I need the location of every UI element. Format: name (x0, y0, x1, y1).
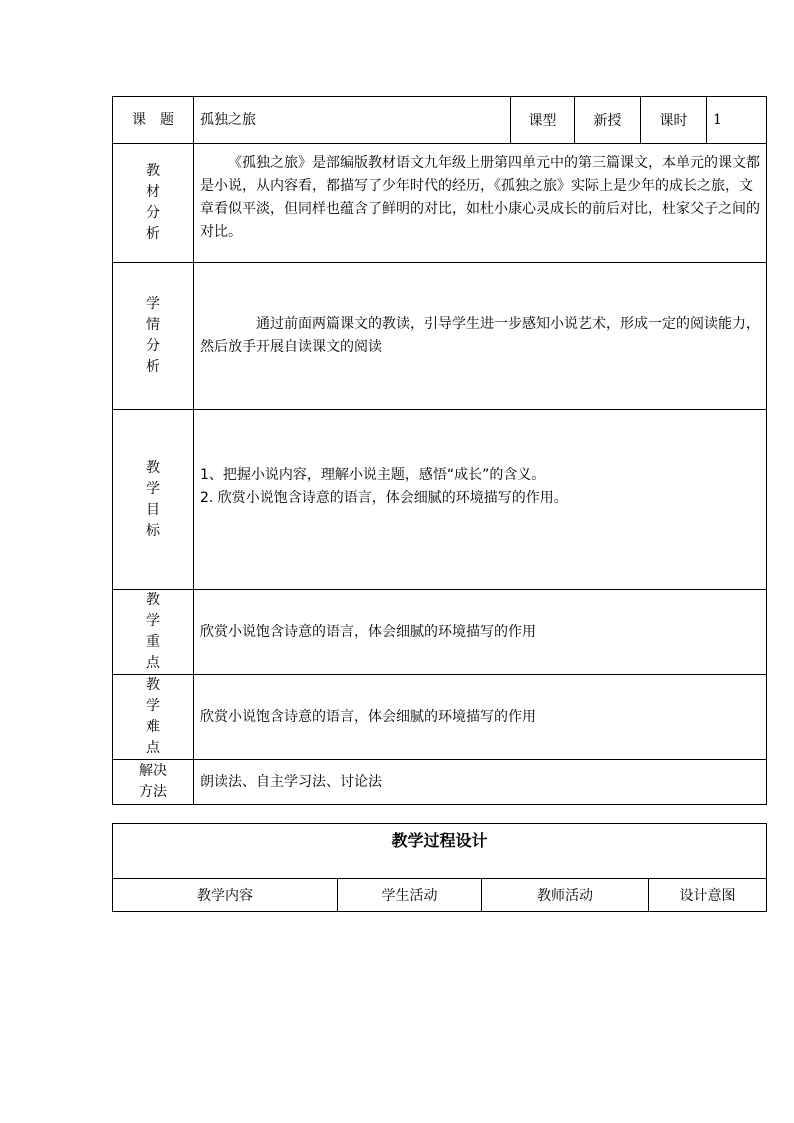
header-content: 教学内容 (113, 879, 338, 912)
student-label-char: 情 (146, 317, 160, 333)
header-design-intent: 设计意图 (649, 879, 767, 912)
period-label: 课时 (641, 97, 707, 144)
goals-label (113, 410, 194, 590)
difficulty-row (113, 675, 767, 760)
student-label (113, 263, 194, 410)
type-label: 课型 (511, 97, 575, 144)
key-point-row (113, 590, 767, 675)
topic-label: 课 题 (113, 97, 194, 144)
material-analysis-text: 《孤独之旅》是部编版教材语文九年级上册第四单元中的第三篇课文，本单元的课文都是小说，从内容看，都描写了少年时代的经历，《孤独之旅》实际上是少年的成长之旅，文章看似平淡，但同样也蕴含了鲜明的对比，如杜小康心灵成长的前后对比，杜家父子之间的对比。 (194, 144, 767, 263)
method-text: 朗读法、自主学习法、讨论法 (194, 760, 767, 805)
material-row (113, 144, 767, 263)
difficulty-label-char: 难 (146, 719, 160, 735)
topic-value: 孤独之旅 (194, 97, 511, 144)
student-analysis-text: 通过前面两篇课文的教读，引导学生进一步感知小说艺术，形成一定的阅读能力，然后放手开展自读课文的阅读 (194, 263, 767, 410)
teaching-process-table (112, 823, 767, 912)
material-label-char: 材 (146, 184, 160, 200)
difficulty-label (113, 675, 194, 760)
goals-label-char: 学 (146, 480, 160, 497)
goals-label-char: 标 (146, 522, 160, 539)
student-row (113, 263, 767, 410)
lesson-info-table (112, 96, 767, 805)
goals-content (194, 410, 767, 590)
key-point-label (113, 590, 194, 675)
difficulty-label-char: 教 (146, 677, 160, 693)
key-label-char: 学 (146, 613, 160, 629)
header-teacher-activity: 教师活动 (482, 879, 649, 912)
difficulty-text: 欣赏小说饱含诗意的语言，体会细腻的环境描写的作用 (194, 675, 767, 760)
key-label-char: 重 (146, 634, 160, 650)
difficulty-label-char: 学 (146, 698, 160, 714)
material-label (113, 144, 194, 263)
goals-label-char: 目 (146, 501, 160, 518)
student-label-char: 分 (146, 338, 160, 354)
method-label-line: 解决 (139, 763, 167, 779)
process-header-row (113, 879, 767, 912)
material-label-char: 分 (146, 205, 160, 221)
key-point-text: 欣赏小说饱含诗意的语言，体会细腻的环境描写的作用 (194, 590, 767, 675)
method-label-line: 方法 (139, 784, 167, 800)
key-label-char: 点 (146, 655, 160, 671)
process-title-row (113, 824, 767, 879)
goals-label-char: 教 (146, 459, 160, 476)
goals-row (113, 410, 767, 590)
process-title: 教学过程设计 (113, 824, 767, 879)
header-student-activity: 学生活动 (338, 879, 482, 912)
material-label-char: 教 (146, 163, 160, 179)
goal-item: 1、把握小说内容，理解小说主题，感悟“成长”的含义。 (200, 467, 546, 483)
period-value: 1 (707, 97, 767, 144)
difficulty-label-char: 点 (146, 740, 160, 756)
method-row (113, 760, 767, 805)
student-label-char: 学 (146, 296, 160, 312)
topic-row (113, 97, 767, 144)
type-value: 新授 (575, 97, 641, 144)
method-label (113, 760, 194, 805)
goal-item: 2. 欣赏小说饱含诗意的语言，体会细腻的环境描写的作用。 (200, 490, 568, 506)
key-label-char: 教 (146, 592, 160, 608)
student-label-char: 析 (146, 359, 160, 375)
material-label-char: 析 (146, 226, 160, 242)
